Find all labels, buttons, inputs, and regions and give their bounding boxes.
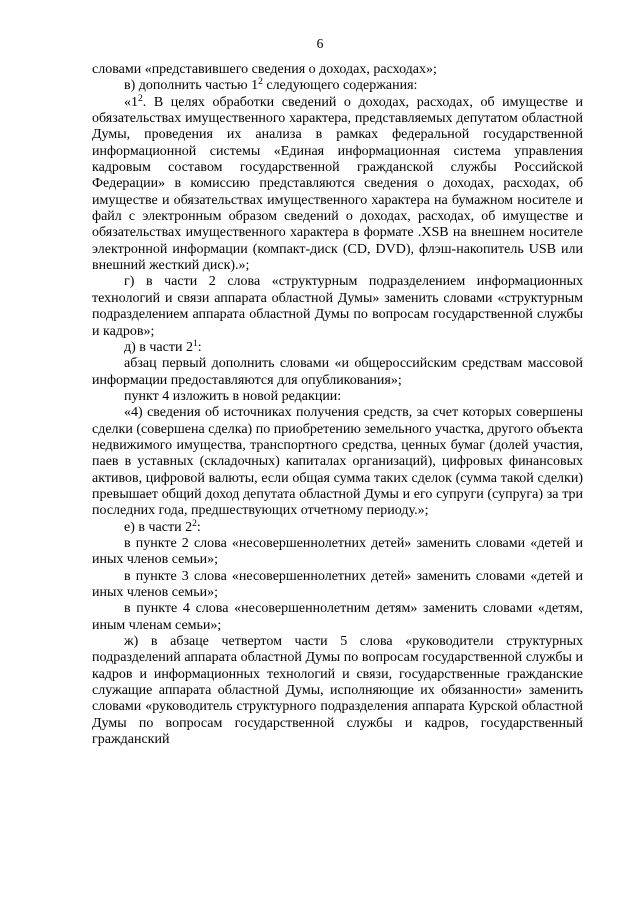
superscript: 1	[192, 338, 198, 349]
paragraph-text: ж) в абзаце четвертом части 5 слова «руководители структурных подразделений аппарата областной Думы по вопросам государственной службы и кадров и информационных технологий и связи, государственные гражданские служащие аппарата областной Думы, исполняющие их обязанности» заменить словами «руководитель структурного подразделения аппарата Курской областной Думы по вопросам государственной службы и кадров, государственный гражданский	[92, 634, 583, 748]
paragraph	[92, 78, 583, 94]
superscript: 2	[138, 93, 143, 104]
paragraph	[92, 634, 583, 748]
paragraph-text-continued: :	[196, 519, 201, 535]
paragraph	[92, 274, 583, 339]
document-body	[92, 62, 583, 748]
paragraph	[92, 601, 583, 634]
paragraph-text: е) в части 2	[124, 519, 193, 535]
paragraph-text: «4) сведения об источниках получения средств, за счет которых совершены сделки (совершена сделка) по приобретению земельного участка, другого объекта недвижимого имущества, транспортного средства, ценных бумаг (долей участия, паев в уставных (складочных) капиталах организаций), цифровых финансовых активов, цифровой валюты, если общая сумма таких сделок (сумма такой сделки) превышает общий доход депутата областной Думы и его супруги (супруга) за три последних года, предшествующих отчетному периоду.»;	[92, 405, 583, 519]
paragraph	[92, 340, 583, 356]
paragraph-text: в пункте 4 слова «несовершеннолетним детям» заменить словами «детям, иным членам семьи»;	[92, 601, 583, 633]
paragraph	[92, 569, 583, 602]
paragraph-text: абзац первый дополнить словами «и общероссийским средствам массовой информации предоставляются для опубликования»;	[92, 356, 583, 388]
page-number: 6	[316, 36, 324, 51]
paragraph-text: в) дополнить частью 1	[124, 78, 259, 94]
paragraph-text: д) в части 2	[124, 339, 193, 355]
paragraph-text: «1	[124, 94, 138, 110]
paragraph	[92, 356, 583, 389]
paragraph	[92, 389, 583, 405]
paragraph-text: словами «представившего сведения о доходах, расходах»;	[92, 62, 437, 77]
paragraph-text-continued: . В целях обработки сведений о доходах, расходах, об имуществе и обязательствах имущественного характера, представляемых депутатом областной Думы, проведения их анализа в рамках федеральной государственной информационной системы «Единая информационная система управления кадровым составом государственной гражданской службы Российской Федерации» в комиссию представляются сведения о доходах, расходах, об имуществе и обязательствах имущественного характера на бумажном носителе и файл с электронным образом сведений о доходах, расходах, об имуществе и обязательствах имущественного характера в формате .XSB на внешнем носителе электронной информации (компакт-диск (CD, DVD), флэш-накопитель USB или внешний жесткий диск).»;	[92, 94, 583, 274]
paragraph-text: в пункте 3 слова «несовершеннолетних детей» заменить словами «детей и иных членов семьи»;	[92, 568, 583, 600]
paragraph-text-continued: :	[197, 339, 202, 355]
paragraph	[92, 405, 583, 519]
superscript: 2	[192, 518, 197, 529]
superscript: 2	[258, 77, 263, 88]
paragraph	[92, 62, 583, 78]
paragraph	[92, 520, 583, 536]
paragraph-text: пункт 4 изложить в новой редакции:	[124, 388, 342, 404]
paragraph	[92, 95, 583, 275]
paragraph-text: в пункте 2 слова «несовершеннолетних детей» заменить словами «детей и иных членов семьи»;	[92, 535, 583, 568]
paragraph-text: г) в части 2 слова «структурным подразделением информационных технологий и связи аппарата областной Думы» заменить словами «структурным подразделением аппарата областной Думы по вопросам государственной службы и кадров»;	[92, 274, 583, 339]
paragraph-text-continued: следующего содержания:	[262, 78, 418, 94]
paragraph	[92, 536, 583, 569]
